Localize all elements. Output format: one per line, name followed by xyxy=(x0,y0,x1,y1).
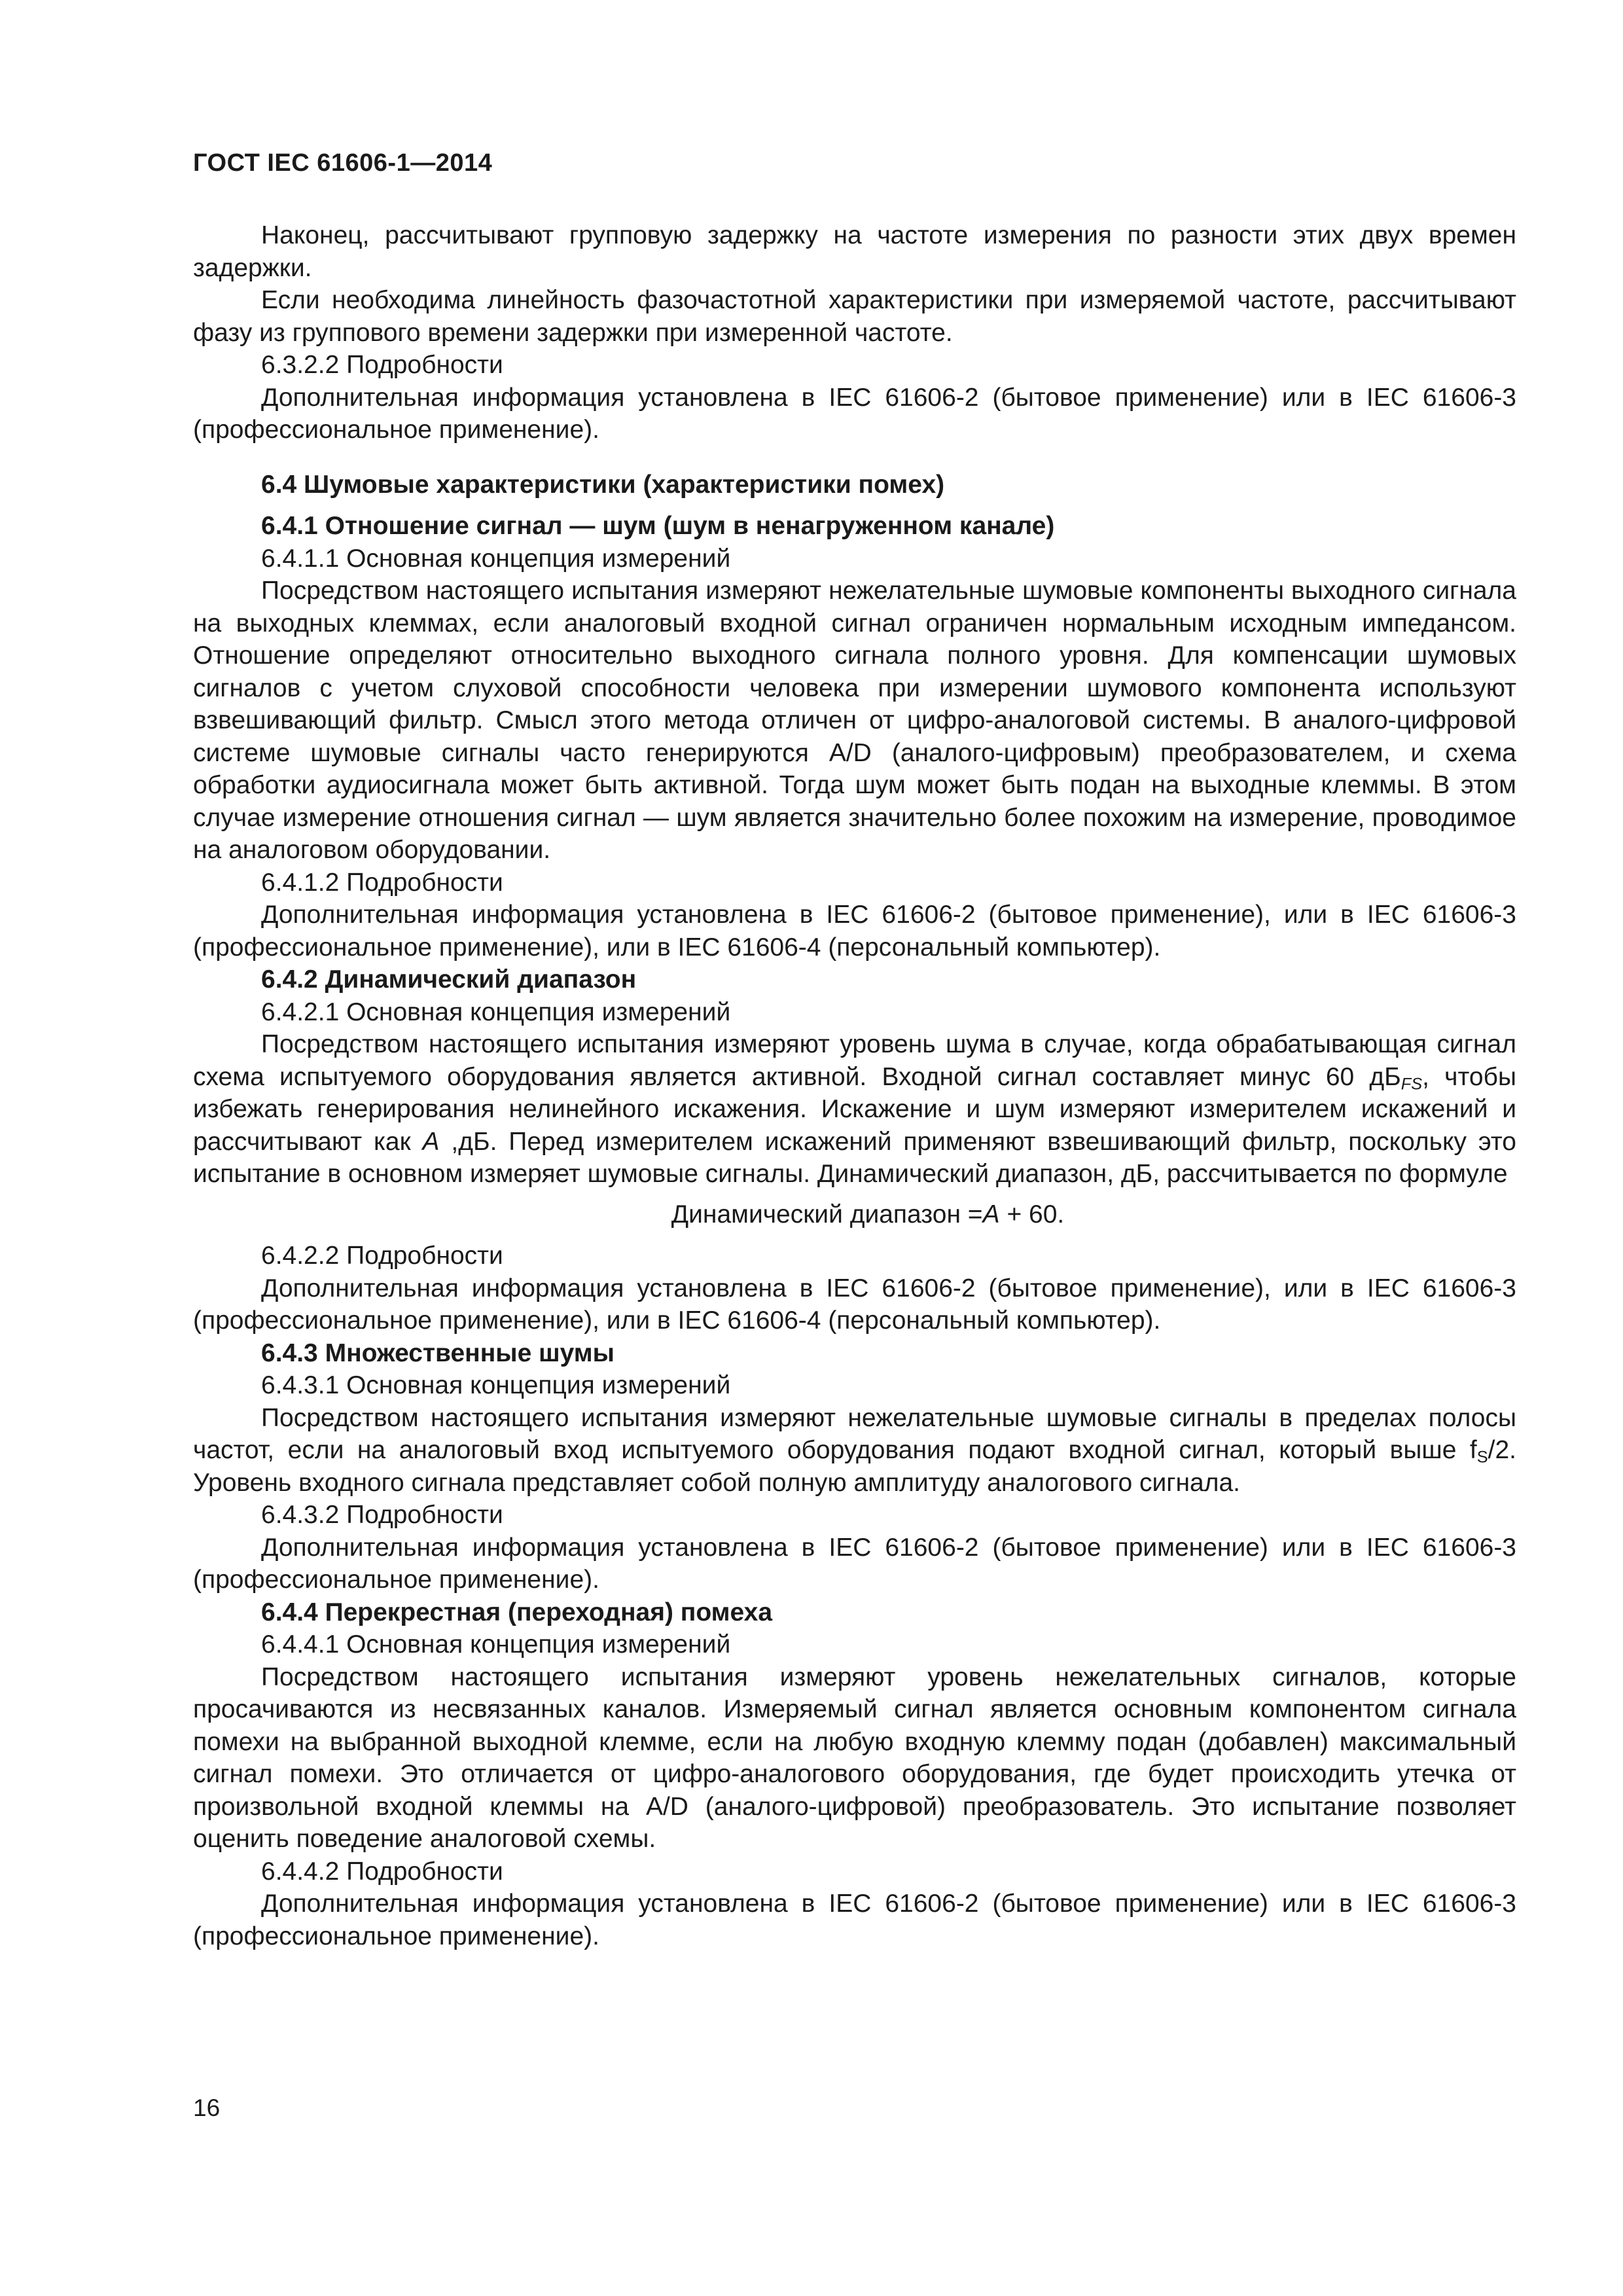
paragraph-6-4-3-1-body xyxy=(193,1402,1516,1499)
formula-left: Динамический диапазон = xyxy=(671,1200,983,1229)
subsection-6-3-2-2: 6.3.2.2 Подробности xyxy=(261,351,503,379)
paragraph-group-delay: Наконец, рассчитывают групповую задержку на частоте измерения по разности этих двух времен задержки. xyxy=(193,221,1516,282)
paragraph-6-4-1-2-details: Дополнительная информация установлена в IEC 61606-2 (бытовое применение), или в IEC 61606-3 (профессиональное применение), или в IEC 61606-4 (персональный компьютер). xyxy=(193,901,1516,961)
paragraph-6-4-4-2-details: Дополнительная информация установлена в IEC 61606-2 (бытовое применение) или в IEC 61606-3 (профессиональное применение). xyxy=(193,1890,1516,1950)
paragraph-6-4-4-1-body: Посредством настоящего испытания измеряют уровень нежелательных сигналов, которые просачиваются из несвязанных каналов. Измеряемый сигнал является основным компонентом сигнала помехи на выбранной выходной клемме, если на любую входную клемму подан (добавлен) максимальный сигнал помехи. Это отличается от цифро-аналогового оборудования, где будет происходить утечка от произвольной входной клеммы на A/D (аналого-цифровой) преобразователь. Это испытание позволяет оценить поведение аналоговой схемы. xyxy=(193,1662,1516,1853)
subsection-6-4-3-2: 6.4.3.2 Подробности xyxy=(261,1501,503,1529)
text-run: , чтобы избежать генерирования нелинейного искажения. Искажение и шум измеряют измерителем искажений и рассчитывают как xyxy=(193,1062,1516,1156)
paragraph-6-3-2-2-details: Дополнительная информация установлена в IEC 61606-2 (бытовое применение) или в IEC 61606-3 (профессиональное применение). xyxy=(193,383,1516,444)
subsection-6-4-4-1: 6.4.4.1 Основная концепция измерений xyxy=(261,1630,731,1659)
formula-right: + 60. xyxy=(999,1200,1065,1229)
formula-dynamic-range xyxy=(193,1198,1516,1231)
heading-6-4-4: 6.4.4 Перекрестная (переходная) помеха xyxy=(261,1598,773,1626)
page-body xyxy=(193,219,1516,1952)
heading-6-4-3: 6.4.3 Множественные шумы xyxy=(261,1338,615,1367)
paragraph-6-4-1-1-body: Посредством настоящего испытания измеряют нежелательные шумовые компоненты выходного сигнала на выходных клеммах, если аналоговый входной сигнал ограничен нормальным исходным импедансом. Отношение определяют относительно выходного сигнала полного уровня. Для компенсации шумовых сигналов с учетом слуховой способности человека при измерении шумового компонента используют взвешивающий фильтр. Смысл этого метода отличен от цифро-аналоговой системы. В аналого-цифровой системе шумовые сигналы часто генерируются A/D (аналого-цифровым) преобразователем, и схема обработки аудиосигнала может быть активной. Тогда шум может быть подан на выходные клеммы. В этом случае измерение отношения сигнал — шум является значительно более похожим на измерение, проводимое на аналоговом оборудовании. xyxy=(193,577,1516,864)
subsection-6-4-3-1: 6.4.3.1 Основная концепция измерений xyxy=(261,1371,731,1399)
subsection-6-4-2-2: 6.4.2.2 Подробности xyxy=(261,1242,503,1270)
paragraph-6-4-3-2-details: Дополнительная информация установлена в IEC 61606-2 (бытовое применение) или в IEC 61606-3 (профессиональное применение). xyxy=(193,1533,1516,1594)
text-run: /2. Уровень входного сигнала представляет собой полную амплитуду аналогового сигнала. xyxy=(193,1436,1516,1497)
heading-6-4-1: 6.4.1 Отношение сигнал — шум (шум в ненагруженном канале) xyxy=(261,512,1055,540)
text-run: Посредством настоящего испытания измеряют уровень шума в случае, когда обрабатывающая сигнал схема испытуемого оборудования является активной. Входной сигнал составляет минус 60 дБ xyxy=(193,1030,1516,1091)
subsection-6-4-2-1: 6.4.2.1 Основная концепция измерений xyxy=(261,997,731,1026)
text-run: Посредством настоящего испытания измеряют нежелательные шумовые сигналы в пределах полосы частот, если на аналоговый вход испытуемого оборудования подают входной сигнал, который выше f xyxy=(193,1403,1516,1464)
paragraph-6-4-2-1-body xyxy=(193,1028,1516,1191)
heading-6-4-2: 6.4.2 Динамический диапазон xyxy=(261,965,637,994)
page-number: 16 xyxy=(193,2094,221,2121)
subsection-6-4-1-1: 6.4.1.1 Основная концепция измерений xyxy=(261,544,731,573)
section-heading-6-4: 6.4 Шумовые характеристики (характеристики помех) xyxy=(261,470,945,499)
paragraph-phase-linearity: Если необходима линейность фазочастотной характеристики при измеряемой частоте, рассчитывают фазу из группового времени задержки при измеренной частоте. xyxy=(193,286,1516,347)
subscript-s: S xyxy=(1476,1448,1488,1467)
running-header-standard: ГОСТ IEC 61606-1—2014 xyxy=(193,149,493,177)
formula-variable-a: A xyxy=(982,1200,1000,1229)
subsection-6-4-1-2: 6.4.1.2 Подробности xyxy=(261,868,503,897)
paragraph-6-4-2-2-details: Дополнительная информация установлена в IEC 61606-2 (бытовое применение), или в IEC 61606-3 (профессиональное применение), или в IEC 61606-4 (персональный компьютер). xyxy=(193,1274,1516,1335)
variable-a: A xyxy=(422,1127,440,1156)
text-run: ,дБ. Перед измерителем искажений применяют взвешивающий фильтр, поскольку это испытание в основном измеряет шумовые сигналы. Динамический диапазон, дБ, рассчитывается по формуле xyxy=(193,1127,1516,1188)
subscript-fs: FS xyxy=(1400,1074,1423,1093)
subsection-6-4-4-2: 6.4.4.2 Подробности xyxy=(261,1857,503,1886)
